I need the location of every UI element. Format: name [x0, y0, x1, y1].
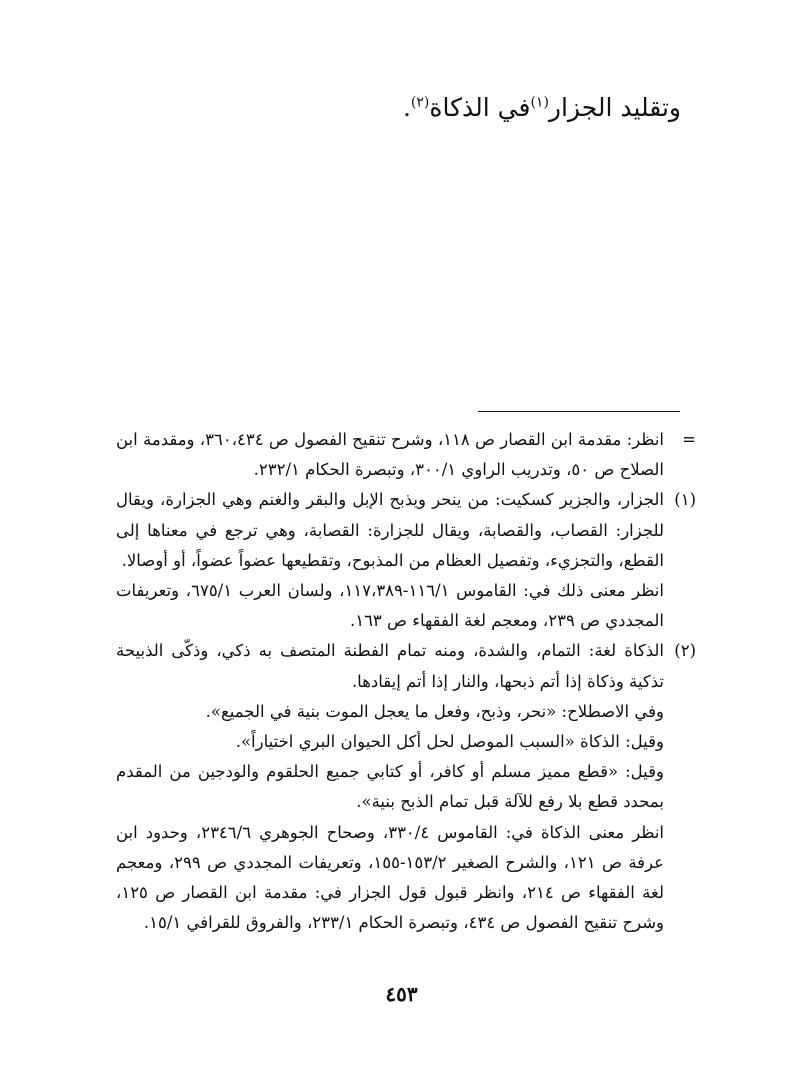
footnotes-section [116, 425, 696, 938]
footnote-2-text: الذكاة لغة: التمام، والشدة، ومنه تمام الفطنة المتصف به ذكي، وذكّى الذبيحة تذكية وذكاة إذا أتم ذبحها، والنار إذا أتم إيقادها. [116, 641, 664, 691]
footnote-2-sources: انظر معنى الذكاة في: القاموس ٣٣٠/٤، وصحاح الجوهري ٢٣٤٦/٦، وحدود ابن عرفة ص ١٢١، والشرح الصغير ١٥٣/٢-١٥٥، وتعريفات المجددي ص ٢٩٩، ومعجم لغة الفقهاء ص ٢١٤، وانظر قبول قول الجزار في: مقدمة ابن القصار ص ١٢٥، وشرح تنقيح الفصول ص ٤٣٤، وتبصرة الحكام ٢٣٣/١، والفروق للقرافي ١٥/١. [116, 822, 665, 933]
footnote-2 [116, 636, 696, 938]
main-text-before: وتقليد الجزار [548, 93, 681, 122]
main-text [81, 88, 681, 128]
main-text-middle: في الذكاة [429, 93, 531, 122]
footnote-ref-1[interactable]: (١) [530, 94, 549, 111]
footnote-separator [478, 411, 680, 412]
footnote-1-marker: (١) [674, 490, 696, 510]
footnote-ref-2[interactable]: (٢) [410, 94, 430, 111]
footnote-2-marker: (٢) [674, 641, 696, 661]
footnote-1-sources: انظر معنى ذلك في: القاموس ١١٦/١-١١٧،٣٨٩، ولسان العرب ٦٧٥/١، وتعريفات المجددي ص ٢٣٩، ومعجم لغة الفقهاء ص ١٦٣. [116, 581, 664, 631]
footnote-continuation [116, 425, 696, 485]
continuation-text: انظر: مقدمة ابن القصار ص ١١٨، وشرح تنقيح الفصول ص ٣٦٠،٤٣٤، ومقدمة ابن الصلاح ص ٥٠، وتدريب الراوي ٣٠٠/١، وتبصرة الحكام ٢٣٢/١. [116, 430, 665, 480]
footnote-2-term: وفي الاصطلاح: «نحر، وذبح، وفعل ما يعجل الموت بنية في الجميع». [205, 701, 664, 721]
footnote-1 [116, 485, 696, 636]
footnote-2-def1: وقيل: الذكاة «السبب الموصل لحل أكل الحيوان البري اختياراً». [235, 732, 664, 752]
main-text-end: . [402, 93, 411, 122]
footnote-2-def2: وقيل: «قطع مميز مسلم أو كافر، أو كتابي جميع الحلقوم والودجين من المقدم بمحدد قطع بلا رفع للآلة قبل تمام الذبح بنية». [116, 762, 664, 812]
footnote-1-text: الجزار، والجزير كسكيت: من ينحر ويذبح الإبل والبقر والغنم وهي الجزارة، ويقال للجزار: القصاب، والقصابة، ويقال للجزارة: القصابة، وهي ترجع في معناها إلى القطع، والتجزيء، وتفصيل العظام من المذبوح، وتقطيعها عضواً عضواً، أو أوصالا. [116, 490, 664, 570]
page-number: ٤٥٣ [385, 982, 418, 1006]
continuation-marker: = [682, 430, 696, 449]
